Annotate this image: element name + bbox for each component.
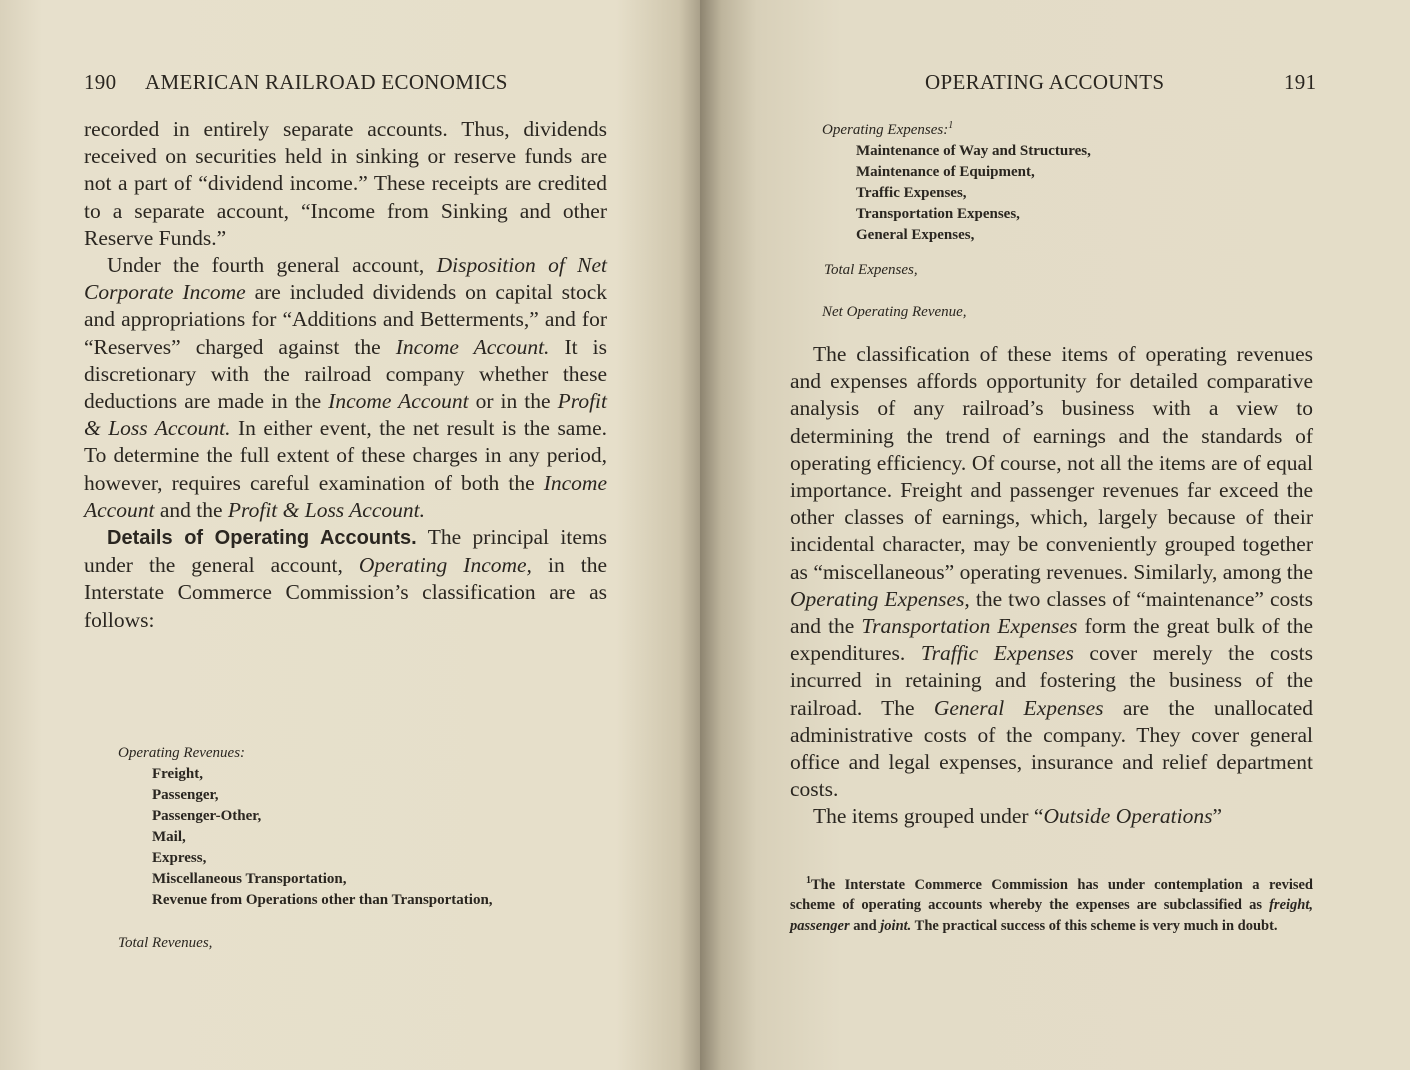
italic-text: joint. — [880, 917, 912, 934]
expenses-list — [822, 115, 1091, 246]
body-text — [84, 116, 607, 634]
list-item: General Expenses, — [856, 227, 975, 243]
text-run: recorded in entirely separate accounts. Thus, dividends received on securities held in sinking or reserve funds are not a part of “dividend income.” These receipts are credited to a separate account, “Income from Sinking and other Reserve Funds.” — [84, 117, 607, 250]
italic-text: Outside Operations — [1043, 804, 1213, 829]
net-operating-revenue: Net Operating Revenue, — [822, 304, 967, 320]
paragraph — [84, 524, 607, 634]
text-run: The Interstate Commerce Commission has under contemplation a revised scheme of operating accounts whereby the expenses are subclassified as — [790, 876, 1313, 914]
text-run: In either event, the net result is the same. To determine the full extent of these charges in any period, however, requires careful examination of both the — [84, 416, 607, 495]
page-number: 191 — [1284, 70, 1317, 94]
running-title: AMERICAN RAILROAD ECONOMICS — [145, 70, 508, 94]
list-item: Traffic Expenses, — [856, 185, 967, 201]
list-items — [822, 141, 1091, 246]
text-run: are the unallocated administrative costs of the company. They cover general office and legal expenses, insurance and relief department costs. — [790, 695, 1314, 802]
italic-text: Income Account. — [395, 334, 550, 359]
text-run: or in the — [468, 389, 558, 414]
paragraph — [84, 116, 607, 252]
italic-text: Income Account — [328, 389, 469, 414]
list-category: Operating Expenses:$^1$ — [822, 120, 954, 138]
list-item: Freight, — [152, 766, 203, 782]
list-item: Passenger-Other, — [152, 808, 262, 824]
text-run: The practical success of this scheme is very much in doubt. — [911, 917, 1278, 934]
italic-text: Disposition of Net Corporate Income — [84, 253, 607, 305]
italic-text: Traffic Expenses — [920, 641, 1074, 666]
text-run: The classification of these items of operating revenues and expenses affords opportunity for detailed comparative analysis of any railroad’s business with a view to determining the trend of earnings and the standards of operating efficiency. Of course, not all the items are of equal importance. Freight and passenger revenues far exceed the other classes of earnings, which, largely because of their incidental character, may be conveniently grouped together as “miscellaneous” operating revenues. Similarly, among the — [790, 342, 1313, 584]
italic-text: Operating Expenses, — [790, 586, 970, 611]
italic-text: Profit & Loss Account. — [227, 497, 425, 522]
list-item: Revenue from Operations other than Transportation, — [152, 892, 493, 908]
italic-text: Transportation Expenses — [861, 614, 1078, 639]
revenues-list — [118, 743, 493, 911]
running-title: OPERATING ACCOUNTS — [925, 70, 1165, 94]
paragraph — [790, 803, 1313, 830]
body-text — [790, 341, 1313, 831]
list-item: Miscellaneous Transportation, — [152, 871, 347, 887]
footnote — [790, 871, 1313, 936]
text-run: Under the fourth general account, — [107, 253, 437, 278]
text-run: form the great bulk of the expenditures. — [790, 614, 1313, 666]
list-category: Operating Revenues: — [118, 745, 246, 761]
paragraph — [790, 341, 1313, 803]
italic-text: General Expenses — [933, 695, 1104, 720]
italic-text: Profit & Loss Account. — [84, 389, 607, 441]
text-run: ” — [1212, 804, 1223, 829]
text-run: in the Interstate Commerce Commission’s classification are as follows: — [84, 553, 607, 632]
text-run: The items grouped under “ — [813, 804, 1044, 829]
footnote-text — [790, 877, 1313, 934]
list-item: Maintenance of Equipment, — [856, 164, 1035, 180]
list-items — [118, 764, 493, 911]
total-expenses: Total Expenses, — [824, 262, 918, 278]
list-item: Passenger, — [152, 787, 219, 803]
text-run: and — [849, 917, 881, 934]
footnote-mark: 1 — [806, 875, 811, 886]
list-item: Express, — [152, 850, 207, 866]
text-run: The principal items under the general account, — [84, 525, 607, 578]
list-item: Mail, — [152, 829, 186, 845]
left-page — [0, 0, 700, 1070]
text-run: are included dividends on capital stock and appropriations for “Additions and Betterments,” and for “Reserves” charged against the — [84, 280, 607, 359]
text-run: It is discretionary with the railroad company whether these deductions are made in the — [84, 334, 607, 414]
text-run: the two classes of “maintenance” costs and the — [790, 586, 1313, 639]
page-number: 190 — [84, 70, 117, 94]
list-item: Transportation Expenses, — [856, 206, 1020, 222]
list-item: Maintenance of Way and Structures, — [856, 143, 1091, 159]
italic-text: freight, passenger — [790, 897, 1313, 934]
italic-text: Operating Income, — [358, 553, 532, 578]
paragraph — [84, 252, 607, 524]
total-revenues: Total Revenues, — [118, 935, 213, 951]
text-run: cover merely the costs incurred in retaining and fostering the business of the railroad. The — [790, 641, 1313, 720]
section-heading: Details of Operating Accounts. — [107, 527, 417, 550]
text-run: and the — [154, 497, 228, 522]
footnote-mark: 1 — [948, 120, 954, 131]
italic-text: Income Account — [84, 470, 607, 522]
